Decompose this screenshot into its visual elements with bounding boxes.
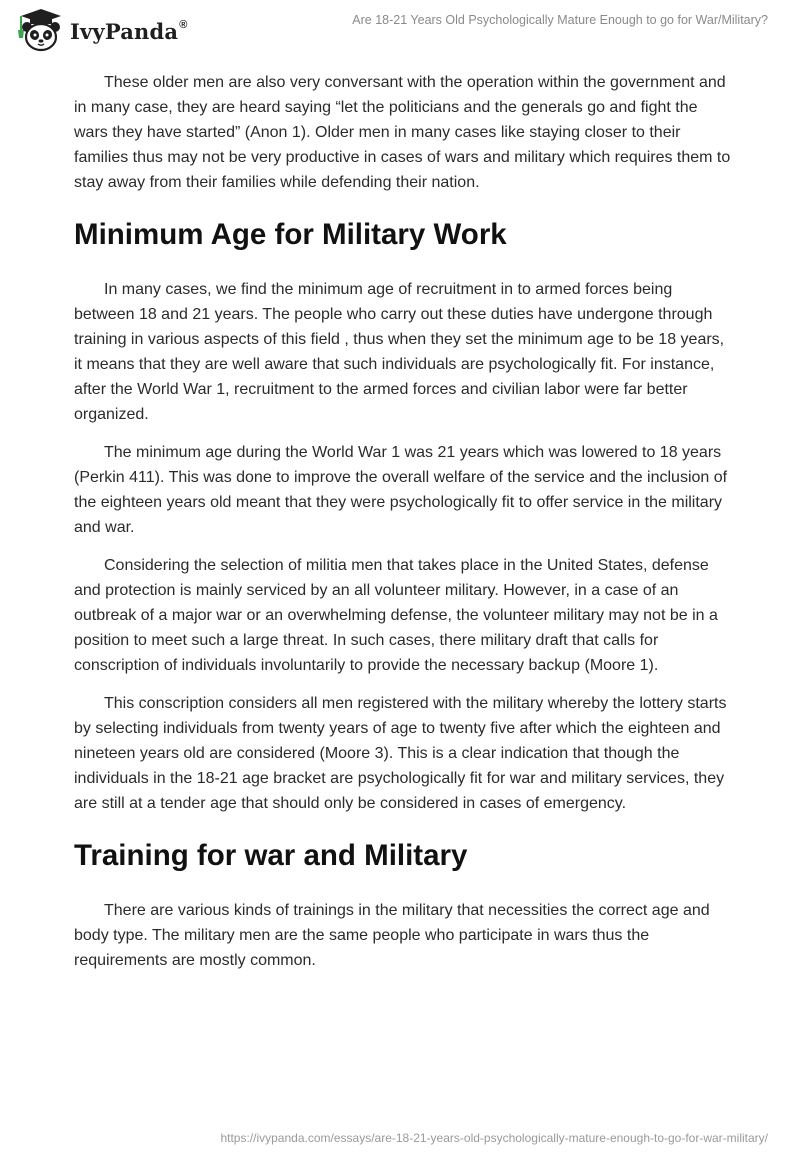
section-heading-minimum-age: Minimum Age for Military Work bbox=[74, 218, 507, 251]
paragraph: There are various kinds of trainings in the military that necessities the correct age and body type. The military men are the same people who participate in wars thus the requirements are mostly common. bbox=[74, 902, 710, 969]
section-heading-training: Training for war and Military bbox=[74, 839, 468, 872]
registered-mark: ® bbox=[179, 18, 188, 31]
logo[interactable] bbox=[16, 8, 188, 52]
paragraph: In many cases, we find the minimum age of recruitment in to armed forces being between 18 and 21 years. The people who carry out these duties have undergone through training in various aspects of this field , thus when they set the minimum age to be 18 years, it means that they are well aware that such individuals are psychologically fit. For instance, after the World War 1, recruitment to the armed forces and civilian labor were far better organized. bbox=[74, 281, 725, 423]
logo-text: IvyPanda® bbox=[70, 18, 188, 44]
paragraph: The minimum age during the World War 1 was 21 years which was lowered to 18 years (Perkin 411). This was done to improve the overall welfare of the service and the inclusion of the eighteen years old meant that they were psychologically fit to offer service in the military and war. bbox=[74, 444, 728, 536]
paragraph: Considering the selection of militia men that takes place in the United States, defense and protection is mainly serviced by an all volunteer military. However, in a case of an outbreak of a major war or an overwhelming defense, the volunteer military may not be in a position to meet such a large threat. In such cases, there military draft that calls for conscription of individuals involuntarily to provide the necessary backup (Moore 1). bbox=[74, 557, 718, 674]
header bbox=[0, 0, 800, 60]
intro-paragraph: These older men are also very conversant with the operation within the government and in many case, they are heard saying “let the politicians and the generals go and fight the wars they have started” (Anon 1). Older men in many cases like staying closer to their families thus may not be very productive in cases of wars and military which requires them to stay away from their families while defending their nation. bbox=[74, 74, 731, 191]
source-url-link[interactable]: https://ivypanda.com/essays/are-18-21-years-old-psychologically-mature-enough-to-go-for-war-military/ bbox=[220, 1131, 768, 1145]
article-body bbox=[74, 70, 734, 986]
panda-logo-icon bbox=[16, 8, 66, 52]
page-title: Are 18-21 Years Old Psychologically Mature Enough to go for War/Military? bbox=[352, 13, 768, 27]
paragraph: This conscription considers all men registered with the military whereby the lottery starts by selecting individuals from twenty years of age to twenty five after which the eighteen and nineteen years old are considered (Moore 3). This is a clear indication that though the individuals in the 18-21 age bracket are psychologically fit for war and military services, they are still at a tender age that should only be considered in cases of emergency. bbox=[74, 695, 727, 812]
